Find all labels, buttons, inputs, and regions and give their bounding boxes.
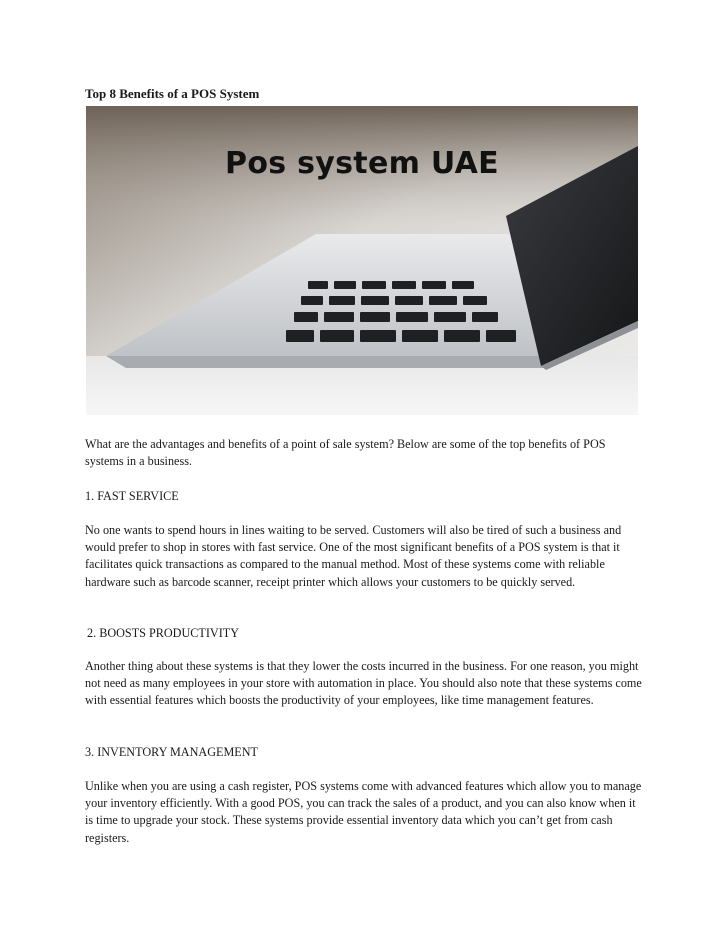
section-body-fast-service: No one wants to spend hours in lines waiting to be served. Customers will also be tired of such a business and would prefer to shop in stores with fast service. One of the most significant benefits of a POS system is that it facilitates quick transactions as compared to the manual method. Most of these systems come with reliable hardware such as barcode scanner, receipt printer which allows your customers to be quickly served.	[85, 523, 622, 589]
section-body-boosts-productivity: Another thing about these systems is that they lower the costs incurred in the business. For one reason, you might not need as many employees in your store with automation in place. You should also note that these systems come with essential features which boosts the productivity of your employees, like time management features.	[85, 659, 642, 708]
section-heading-fast-service: 1. FAST SERVICE	[85, 489, 179, 503]
hero-overlay-text: Pos system UAE	[225, 146, 499, 181]
section-heading-inventory-management: 3. INVENTORY MANAGEMENT	[85, 745, 258, 759]
hero-image	[86, 106, 638, 415]
intro-paragraph: What are the advantages and benefits of a point of sale system? Below are some of the top benefits of POS systems in a business.	[85, 437, 606, 469]
section-body-inventory-management: Unlike when you are using a cash register, POS systems come with advanced features which allow you to manage your inventory efficiently. With a good POS, you can track the sales of a product, and you can also know when it is time to upgrade your stock. These systems provide essential inventory data which you can’t get from cash registers.	[85, 779, 642, 845]
section-heading-boosts-productivity: 2. BOOSTS PRODUCTIVITY	[87, 626, 240, 640]
document-title: Top 8 Benefits of a POS System	[85, 86, 260, 101]
